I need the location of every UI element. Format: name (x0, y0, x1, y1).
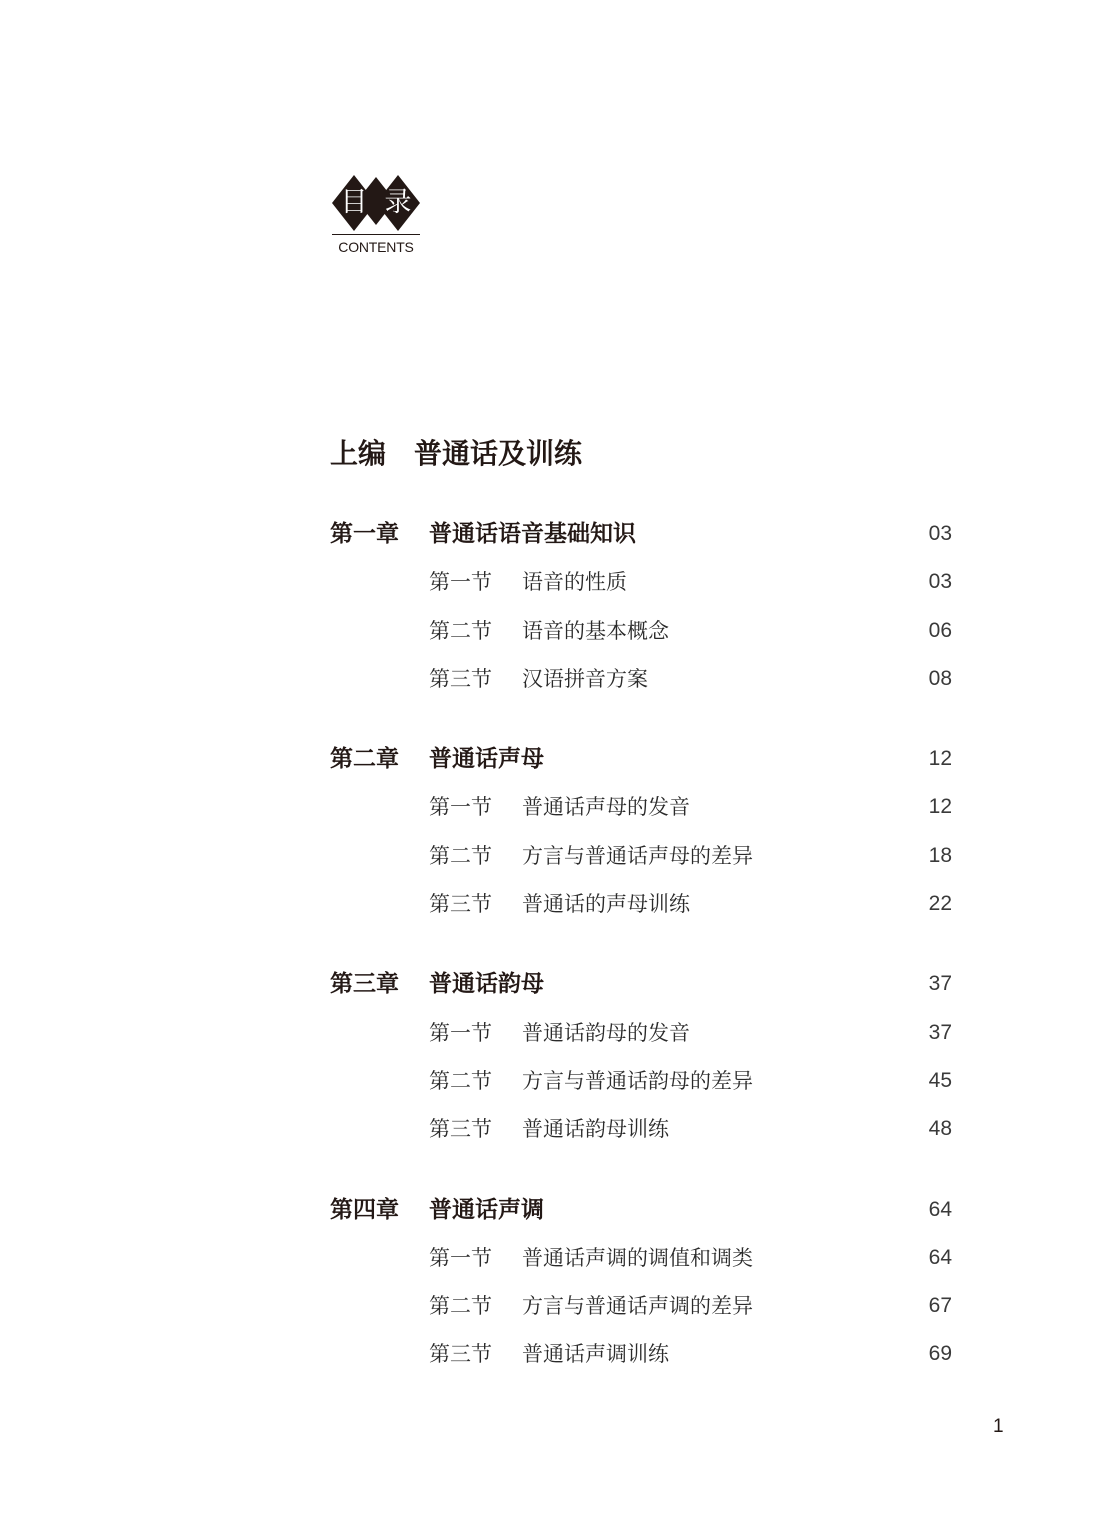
section-page-number: 22 (928, 892, 952, 916)
section-number: 第一节 (429, 1020, 492, 1045)
toc-section-entry[interactable] (330, 1057, 952, 1105)
toc-section-entry[interactable] (330, 832, 952, 880)
toc-section-entry[interactable] (330, 1282, 952, 1330)
logo-subtitle: CONTENTS (338, 239, 414, 255)
toc-chapter-entry[interactable] (330, 510, 952, 558)
section-number: 第二节 (429, 1294, 492, 1319)
section-page-number: 12 (928, 795, 952, 819)
toc-chapter-entry[interactable] (330, 1186, 952, 1234)
section-page-number: 06 (928, 618, 952, 642)
section-title: 普通话的声母训练 (522, 892, 690, 917)
section-page-number: 64 (928, 1245, 952, 1269)
chapter-title: 普通话声母 (429, 745, 544, 773)
chapter-title: 普通话语音基础知识 (429, 520, 636, 547)
section-page-number: 37 (928, 1020, 952, 1044)
logo-char-mu: 目 (340, 186, 368, 218)
chapter-number: 第二章 (330, 745, 399, 773)
section-number: 第一节 (429, 570, 492, 595)
section-page-number: 18 (928, 843, 952, 867)
part-title: 上编 普通话及训练 (330, 437, 583, 470)
chapter-number: 第一章 (330, 520, 399, 547)
chapter-number: 第三章 (330, 970, 399, 998)
section-number: 第二节 (429, 618, 492, 643)
section-page-number: 03 (928, 570, 952, 594)
chapter-title: 普通话声调 (429, 1195, 544, 1223)
toc-chapter-block (330, 735, 952, 928)
section-title: 方言与普通话韵母的差异 (522, 1068, 753, 1093)
section-page-number: 48 (928, 1117, 952, 1141)
section-number: 第一节 (429, 795, 492, 820)
chapter-title: 普通话韵母 (429, 970, 544, 998)
toc-chapter-entry[interactable] (330, 735, 952, 783)
section-page-number: 08 (928, 666, 952, 690)
toc-section-entry[interactable] (330, 880, 952, 928)
toc-section-entry[interactable] (330, 558, 952, 606)
logo-char-lu: 录 (384, 186, 412, 218)
section-number: 第三节 (429, 892, 492, 917)
section-number: 第三节 (429, 1117, 492, 1142)
toc-section-entry[interactable] (330, 783, 952, 831)
chapter-page-number: 03 (928, 522, 952, 545)
section-title: 方言与普通话声母的差异 (522, 843, 753, 868)
chapter-page-number: 64 (928, 1197, 952, 1221)
section-title: 语音的性质 (522, 570, 627, 595)
toc-section-entry[interactable] (330, 1105, 952, 1153)
page-number: 1 (993, 1416, 1004, 1437)
logo-divider (332, 234, 420, 235)
section-title: 普通话声母的发音 (522, 795, 690, 820)
section-title: 普通话声调训练 (522, 1342, 669, 1367)
section-number: 第二节 (429, 843, 492, 868)
table-of-contents (330, 510, 952, 1411)
chapter-page-number: 37 (928, 972, 952, 996)
section-number: 第一节 (429, 1245, 492, 1270)
contents-logo (332, 174, 420, 258)
section-title: 汉语拼音方案 (522, 666, 648, 691)
section-page-number: 45 (928, 1068, 952, 1092)
section-number: 第二节 (429, 1068, 492, 1093)
toc-chapter-block (330, 960, 952, 1153)
toc-chapter-entry[interactable] (330, 960, 952, 1008)
toc-chapter-block (330, 510, 952, 703)
section-title: 普通话韵母的发音 (522, 1020, 690, 1045)
logo-characters (332, 185, 420, 219)
chapter-page-number: 12 (928, 747, 952, 771)
chapter-number: 第四章 (330, 1195, 399, 1223)
section-title: 普通话声调的调值和调类 (522, 1245, 753, 1270)
toc-section-entry[interactable] (330, 1330, 952, 1378)
section-page-number: 69 (928, 1342, 952, 1366)
section-title: 普通话韵母训练 (522, 1117, 669, 1142)
section-number: 第三节 (429, 1342, 492, 1367)
toc-section-entry[interactable] (330, 1009, 952, 1057)
toc-section-entry[interactable] (330, 1234, 952, 1282)
section-page-number: 67 (928, 1294, 952, 1318)
toc-chapter-block (330, 1186, 952, 1379)
section-title: 方言与普通话声调的差异 (522, 1294, 753, 1319)
section-number: 第三节 (429, 666, 492, 691)
toc-section-entry[interactable] (330, 607, 952, 655)
section-title: 语音的基本概念 (522, 618, 669, 643)
toc-section-entry[interactable] (330, 655, 952, 703)
